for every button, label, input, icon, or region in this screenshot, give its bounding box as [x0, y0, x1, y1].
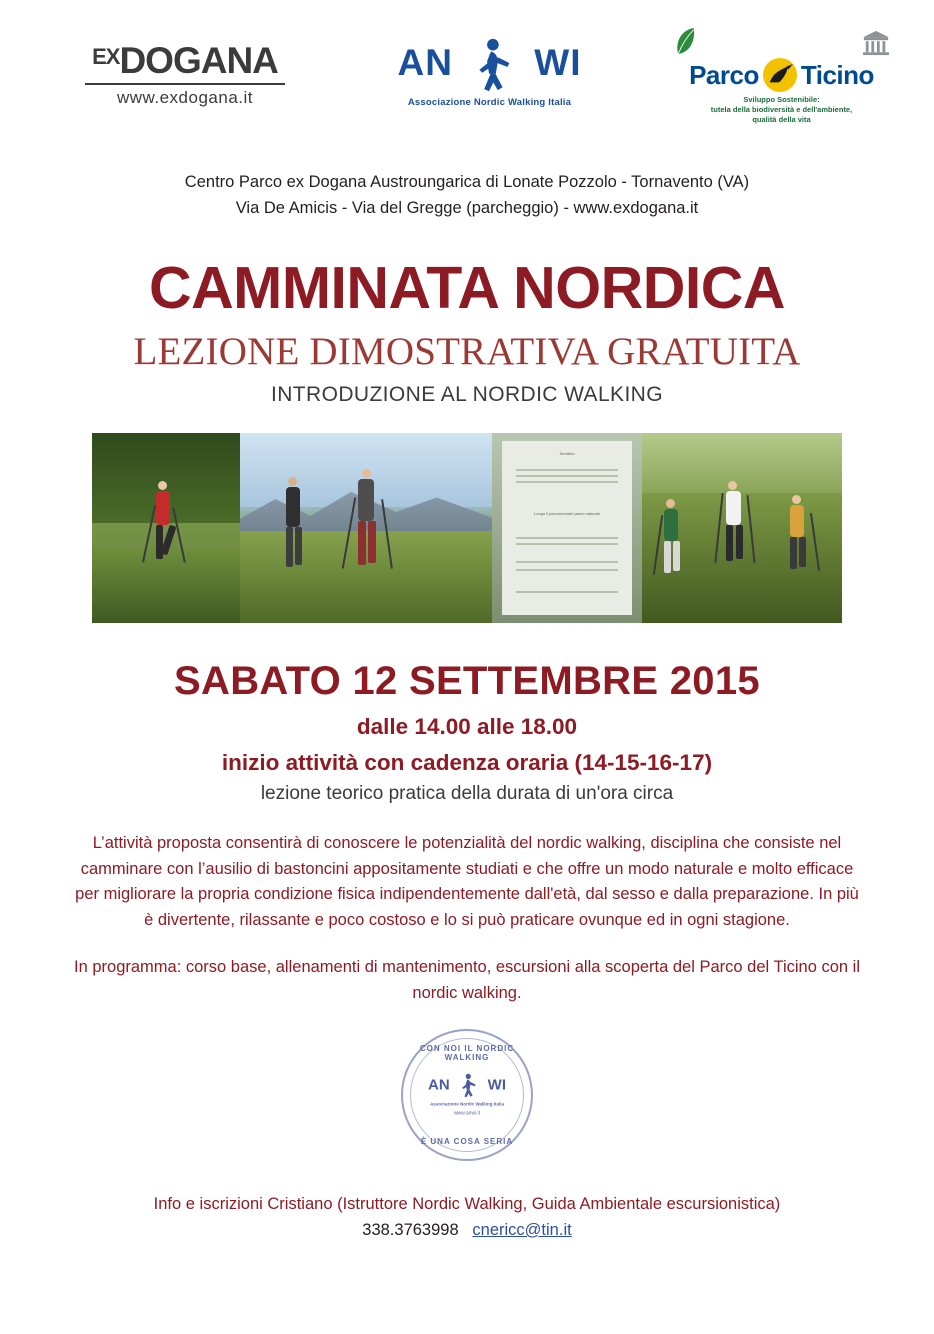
- parco-subtitle-line2: tutela della biodiversità e dell'ambiente,: [710, 105, 853, 115]
- address-line-2: Via De Amicis - Via del Gregge (parcheggio) - www.exdogana.it: [235, 198, 699, 217]
- parco-subtitle-line1: Sviluppo Sostenibile:: [743, 95, 820, 104]
- photo-info-panel-poster: [492, 433, 642, 623]
- logo-row: [0, 0, 934, 130]
- seal-wrap: [0, 1029, 934, 1161]
- photo-nordic-walkers-mountain: [240, 433, 492, 623]
- photo2-walker-figure-1: [276, 477, 316, 587]
- exdogana-rule: [85, 83, 285, 85]
- seal-subtitle: Associazione Nordic Walking Italia: [429, 1101, 505, 1106]
- body-paragraph-2: In programma: corso base, allenamenti di mantenimento, escursioni alla scoperta del Parco del Ticino con il nordic walking.: [74, 958, 860, 1002]
- exdogana-wordmark: [60, 42, 310, 79]
- contact-details: [0, 1217, 934, 1243]
- exdogana-word: DOGANA: [119, 40, 278, 81]
- seal-url: www.anwi.it: [453, 1110, 481, 1116]
- parco-ticino-logo: [669, 22, 894, 125]
- parco-subtitle: [669, 95, 894, 125]
- parco-word: Parco: [689, 59, 759, 90]
- parco-top-icons: [669, 22, 894, 58]
- poster-board: [502, 441, 632, 615]
- leaf-icon: [673, 26, 699, 56]
- seal-right-text: WI: [487, 1076, 506, 1093]
- photo1-walker-figure: [144, 481, 190, 591]
- ticino-word: Ticino: [800, 59, 874, 90]
- contact-footer: [0, 1191, 934, 1244]
- anwi-seal: [401, 1029, 533, 1161]
- parco-subtitle-line3: qualità della vita: [752, 115, 811, 125]
- poster-caption-mid: Lungo il percorso\ndel parco naturale: [533, 511, 601, 517]
- photo-strip: [92, 433, 842, 623]
- photo4-walker-figure-1: [656, 499, 692, 599]
- event-note: lezione teorico pratica della durata di un'ora circa: [260, 783, 674, 805]
- seal-bottom-text: È UNA COSA SERIA: [420, 1136, 514, 1146]
- parco-wordmark: [669, 58, 894, 92]
- seal-core: [426, 1073, 508, 1116]
- seal-left-text: AN: [428, 1076, 450, 1093]
- address-line-1: Centro Parco ex Dogana Austroungarica di Lonate Pozzolo - Tornavento (VA): [184, 173, 750, 191]
- anwi-subtitle: Associazione Nordic Walking Italia: [407, 97, 572, 108]
- heron-icon: [765, 62, 795, 88]
- anwi-right-text: WI: [534, 42, 582, 83]
- photo-nordic-walker-wood: [92, 433, 240, 623]
- nordic-walker-icon: [461, 36, 519, 94]
- exdogana-logo: [60, 22, 310, 108]
- page-subtitle: LEZIONE DIMOSTRATIVA GRATUITA: [133, 330, 801, 374]
- seal-top-text: CON NOI IL NORDIC WALKING: [419, 1043, 515, 1062]
- exdogana-site: www.exdogana.it: [116, 88, 254, 107]
- contact-line: Info e iscrizioni Cristiano (Istruttore Nordic Walking, Guida Ambientale escursionistica): [153, 1194, 781, 1213]
- anwi-left-text: AN: [397, 42, 453, 83]
- photo4-walker-figure-3: [782, 495, 820, 595]
- contact-email-link[interactable]: cnericc@tin.it: [472, 1220, 572, 1239]
- anwi-wordmark: [390, 40, 590, 90]
- anwi-logo: [375, 22, 605, 108]
- photo-nordic-walking-group: [642, 433, 842, 623]
- photo2-walker-figure-2: [346, 469, 392, 589]
- body-paragraph-1: L’attività proposta consentirà di conoscere le potenzialità del nordic walking, disciplina che consiste nel camminare con l’ausilio di bastoncini appositamente studiati e che offre un modo naturale e molto efficace per migliorare la propria condizione fisica indipendentemente dall'età, dal sesso e dalla preparazione. In più è divertente, rilassante e poco costoso e lo si può praticare ovunque ed in ogni stagione.: [75, 834, 859, 929]
- venue-address: [0, 170, 934, 221]
- contact-phone: 338.3763998: [362, 1220, 459, 1239]
- seal-wordmark: [426, 1073, 508, 1099]
- poster-caption-top: Sentiero: [559, 451, 575, 457]
- photo4-walker-figure-2: [716, 481, 756, 591]
- event-date: SABATO 12 SETTEMBRE 2015: [174, 659, 760, 704]
- heron-badge-icon: [763, 58, 797, 92]
- temple-icon: [862, 30, 890, 56]
- exdogana-prefix: EX: [92, 44, 120, 69]
- seal-nordic-walker-icon: [454, 1069, 480, 1101]
- page-title: CAMMINATA NORDICA: [148, 255, 786, 322]
- event-cadence: inizio attività con cadenza oraria (14-15-16-17): [221, 750, 713, 776]
- page-subtitle-secondary: INTRODUZIONE AL NORDIC WALKING: [271, 383, 663, 407]
- event-hours: dalle 14.00 alle 18.00: [356, 714, 578, 740]
